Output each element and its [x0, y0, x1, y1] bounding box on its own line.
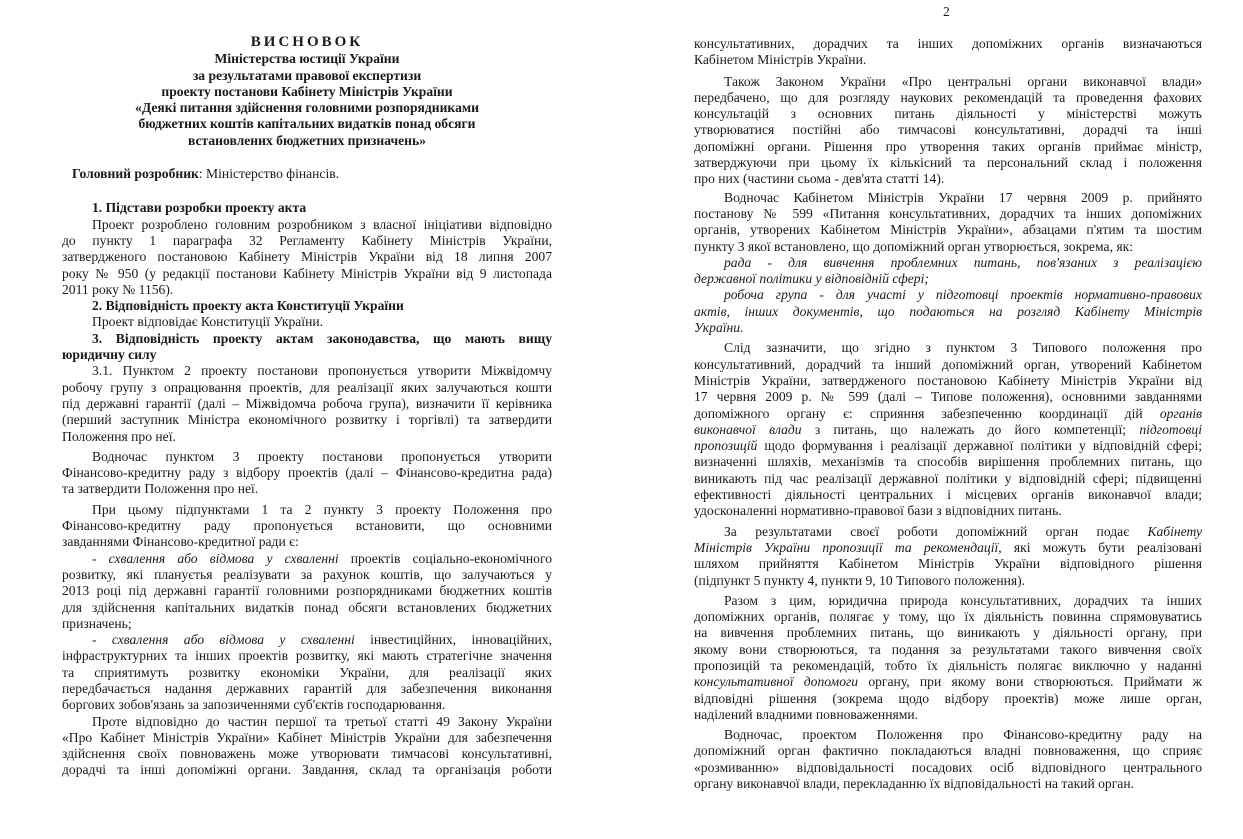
doc-subtitle-line: встановлених бюджетних призначень» [188, 132, 426, 148]
quote-line: рада - для вивчення проблемних питань, пов'язаних з реалізацією [724, 254, 1202, 270]
text-line: затверджуючи при цьому їх кількісний та персональний склад і положення [694, 155, 1202, 171]
quote-line: робоча група - для участі у підготовці проектів нормативно-правових [724, 287, 1202, 303]
text-line: Положення про неї. [62, 428, 176, 444]
text-line: здійснення своїх повноважень може утворювати тимчасові консультативні, [62, 746, 552, 762]
text-line: Кабінетом Міністрів України. [694, 52, 867, 68]
doc-subtitle-line: Міністерства юстиції України [214, 51, 400, 67]
section-3-heading: юридичну силу [62, 347, 157, 363]
text-line: Проте відповідно до частин першої та третьої статті 49 Закону України [92, 713, 552, 729]
text-line: інфраструктурних та інших проектів розвитку, які мають стратегічне значення [62, 648, 552, 664]
italic-text: підготовці [1139, 421, 1202, 437]
text-line: для здійснення капітальних видатків понад обсяги встановлених бюджетних [62, 599, 552, 615]
text-line: органу виконавчої влади, перекладанню їх відповідальності на такий орган. [694, 776, 1134, 792]
developer-value: : Міністерство фінансів. [198, 166, 340, 182]
text-line: розвитку, які плануєтья реалізувати за рахунок коштів, що залучаються у [62, 566, 552, 582]
italic-text: виконавчої влади [694, 421, 802, 437]
text-line: Разом з цим, юридична природа консультативних, дорадчих та інших [724, 592, 1202, 608]
text-line: та сприятимуть розвитку економіки України, для реалізації яких [62, 664, 552, 680]
text-line: консультативний, дорадчий та інший допоміжний орган, утворений Кабінетом [694, 356, 1202, 372]
text-line: робочу групу з опрацювання проектів, для реалізації яких залучаються кошти [62, 379, 552, 395]
page-number: 2 [943, 4, 950, 19]
text-line: допоміжний орган фактично покладаються владні повноваження, що сприяє [694, 743, 1202, 759]
text-line: Проект відповідає Конституції України. [92, 314, 324, 330]
italic-text: Міністрів України пропозиції та рекомендації [694, 539, 999, 555]
text-run: органу, при якому вони створюються. Приймати ж [858, 674, 1202, 690]
text-line: відповідні рішення (зокрема щодо відбору проектів) може лише орган, [694, 690, 1202, 706]
bullet-line [62, 551, 552, 567]
text-line: завданнями Фінансово-кредитної ради є: [62, 534, 299, 550]
section-1-heading: 1. Підстави розробки проекту акта [92, 200, 307, 216]
italic-text: органів [1159, 405, 1202, 421]
text-line: (перший заступник Міністра економічного розвитку і торгівлі) та затвердити [62, 412, 552, 428]
text-line: Водночас, проектом Положення про Фінансово-кредитну раду на [724, 727, 1202, 743]
doc-subtitle-line: проекту постанови Кабінету Міністрів України [161, 83, 453, 99]
text-line [694, 540, 1202, 556]
text-line [694, 524, 1202, 540]
text-run: інвестиційних, інноваційних, [354, 632, 552, 648]
page-2 [694, 0, 1202, 839]
text-line: допоміжних органів, полягає у тому, що їх діяльність повинна спрямовуватись [694, 609, 1202, 625]
text-line: визначенні шляхів, механізмів та способів вирішення проблемних питань, що [694, 454, 1202, 470]
quote-line: актів, інших документів, що подаються на розгляд Кабінету Міністрів [694, 303, 1202, 319]
text-line: пункту 3 якої встановлено, що допоміжний орган утворюється, зокрема, як: [694, 238, 1133, 254]
text-line: до пункту 1 параграфа 32 Регламенту Кабінету Міністрів України, [62, 232, 552, 248]
italic-text: консультативної допомоги [694, 674, 859, 690]
doc-title: ВИСНОВОК [250, 34, 364, 50]
text-line: Водночас Кабінетом Міністрів України 17 червня 2009 р. прийнято [724, 189, 1202, 205]
doc-subtitle-line: бюджетних коштів капітальних видатків понад обсяги [138, 116, 476, 132]
text-line: Фінансово-кредитну раду пропонується встановити, що основними [62, 518, 552, 534]
section-2-heading: 2. Відповідність проекту акта Конституції України [92, 298, 404, 314]
text-line: Фінансово-кредитну раду з відбору проектів (далі – Фінансово-кредитна рада) [62, 465, 552, 481]
section-3-heading: 3. Відповідність проекту актам законодавства, що мають вищу [92, 330, 552, 346]
text-line: органів, утворених Кабінетом Міністрів України», абзацами п'ятим та шостим [694, 222, 1202, 238]
text-line: «розмиванню» відповідальності посадових осіб відповідного центрального [694, 759, 1202, 775]
text-line: Також Законом України «Про центральні органи виконавчої влади» [724, 73, 1202, 89]
text-line [694, 422, 1202, 438]
text-line: Міністрів України, затвердженого постановою Кабінету Міністрів України від [694, 372, 1202, 388]
quote-line: України. [694, 320, 744, 336]
text-run: За результатами своєї роботи допоміжний орган подає [724, 523, 1148, 539]
text-line: про них (частини сьома - дев'ята статті 14). [694, 171, 945, 187]
text-line: під державні гарантії (далі – Міжвідомча робоча група), визначити її керівника [62, 395, 552, 411]
text-line: дорадчі та інші допоміжні органи. Завдання, склад та організація роботи [62, 762, 552, 778]
text-run: з питань, що належать до його компетенції; [801, 421, 1140, 437]
text-line: передбачається надання державних гарантій для забезпечення виконання [62, 680, 552, 696]
italic-text: - схвалення або відмова у схваленні [92, 550, 339, 566]
text-line: удосконаленні нормативно-правової бази з відповідних питань. [694, 503, 1062, 519]
text-line: консультацій з основних питань діяльності у міністерстві можуть [694, 106, 1202, 122]
text-line: та затвердити Положення про неї. [62, 481, 259, 497]
text-line [694, 438, 1202, 454]
italic-text: - схвалення або відмова у схваленні [92, 632, 355, 648]
text-line: постанову № 599 «Питання консультативних, дорадчих та інших допоміжних [694, 205, 1202, 221]
doc-subtitle-line: «Деякі питання здійснення головними розпорядниками [135, 100, 479, 116]
text-line: затвердженого постановою Кабінету Міністрів України від 18 липня 2007 [62, 249, 552, 265]
quote-line: державної політики у відповідній сфері; [694, 271, 929, 287]
text-line: утворюватися постійні або тимчасові консультативні, дорадчі та інші [694, 122, 1202, 138]
text-line: виникають під час реалізації державної політики у відповідній сфері; підвищенні [694, 470, 1202, 486]
text-line: шляхом прийняття Кабінетом Міністрів України відповідного рішення [694, 556, 1202, 572]
text-line: «Про Кабінет Міністрів України» Кабінет Міністрів України для забезпечення [62, 729, 552, 745]
main-developer [62, 166, 552, 182]
italic-text: пропозицій [694, 438, 758, 454]
bullet-line [62, 632, 552, 648]
text-line: 2013 році під державні гарантії головними розпорядниками бюджетних коштів [62, 583, 552, 599]
doc-subtitle-line: за результатами правової експертизи [192, 67, 422, 83]
text-line: на вивчення проблемних питань, що виникають у діяльності органу, при [694, 625, 1202, 641]
text-run: проектів соціально-економічного [338, 550, 552, 566]
text-line: боргових зобов'язань за запозиченнями суб'єктів господарювання. [62, 697, 446, 713]
text-line: наділений владними повноваженнями. [694, 706, 918, 722]
text-line: Водночас пунктом 3 проекту постанови пропонується утворити [92, 448, 552, 464]
text-line: Слід зазначити, що згідно з пунктом 3 Типового положення про [724, 340, 1202, 356]
text-line: ефективності діяльності центральних і місцевих органів виконавчої влади; [694, 487, 1202, 503]
text-line [694, 674, 1202, 690]
text-line: якому вони створюються, та подання за результатами такого вивчення своїх [694, 641, 1202, 657]
text-line: передбачено, що для розгляду наукових рекомендацій та проведення фахових [694, 89, 1202, 105]
text-run: щодо формування і реалізації державної політики у відповідній сфері; [757, 438, 1202, 454]
text-line: 2011 року № 1156). [62, 281, 174, 297]
text-line: пропозицій та рекомендацій, тобто їх діяльність полягає виключно у наданні [694, 657, 1202, 673]
text-line [694, 406, 1202, 422]
text-line: призначень; [62, 615, 132, 631]
page-1 [62, 0, 552, 839]
text-line: (підпункт 5 пункту 4, пункти 9, 10 Типового положення). [694, 572, 1026, 588]
text-line: 17 червня 2009 р. № 599 (далі – Типове положення), основними завданнями [694, 389, 1202, 405]
text-line: Проект розроблено головним розробником з власної ініціативи відповідно [92, 216, 552, 232]
text-line: При цьому підпунктами 1 та 2 пункту 3 проекту Положення про [92, 501, 552, 517]
developer-label: Головний розробник [72, 166, 199, 182]
text-run: допоміжного органу є: сприяння забезпеченню координації дій [694, 405, 1160, 421]
text-line: допоміжні органи. Рішення про утворення таких органів приймає міністр, [694, 138, 1202, 154]
text-line: консультативних, дорадчих та інших допоміжних органів визначаються [694, 36, 1202, 51]
italic-text: Кабінету [1147, 523, 1202, 539]
text-run: , які можуть бути реалізовані [998, 539, 1202, 555]
text-line: року № 950 (у редакції постанови Кабінету Міністрів України від 9 листопада [62, 265, 552, 281]
text-line: 3.1. Пунктом 2 проекту постанови пропонується утворити Міжвідомчу [92, 363, 552, 379]
